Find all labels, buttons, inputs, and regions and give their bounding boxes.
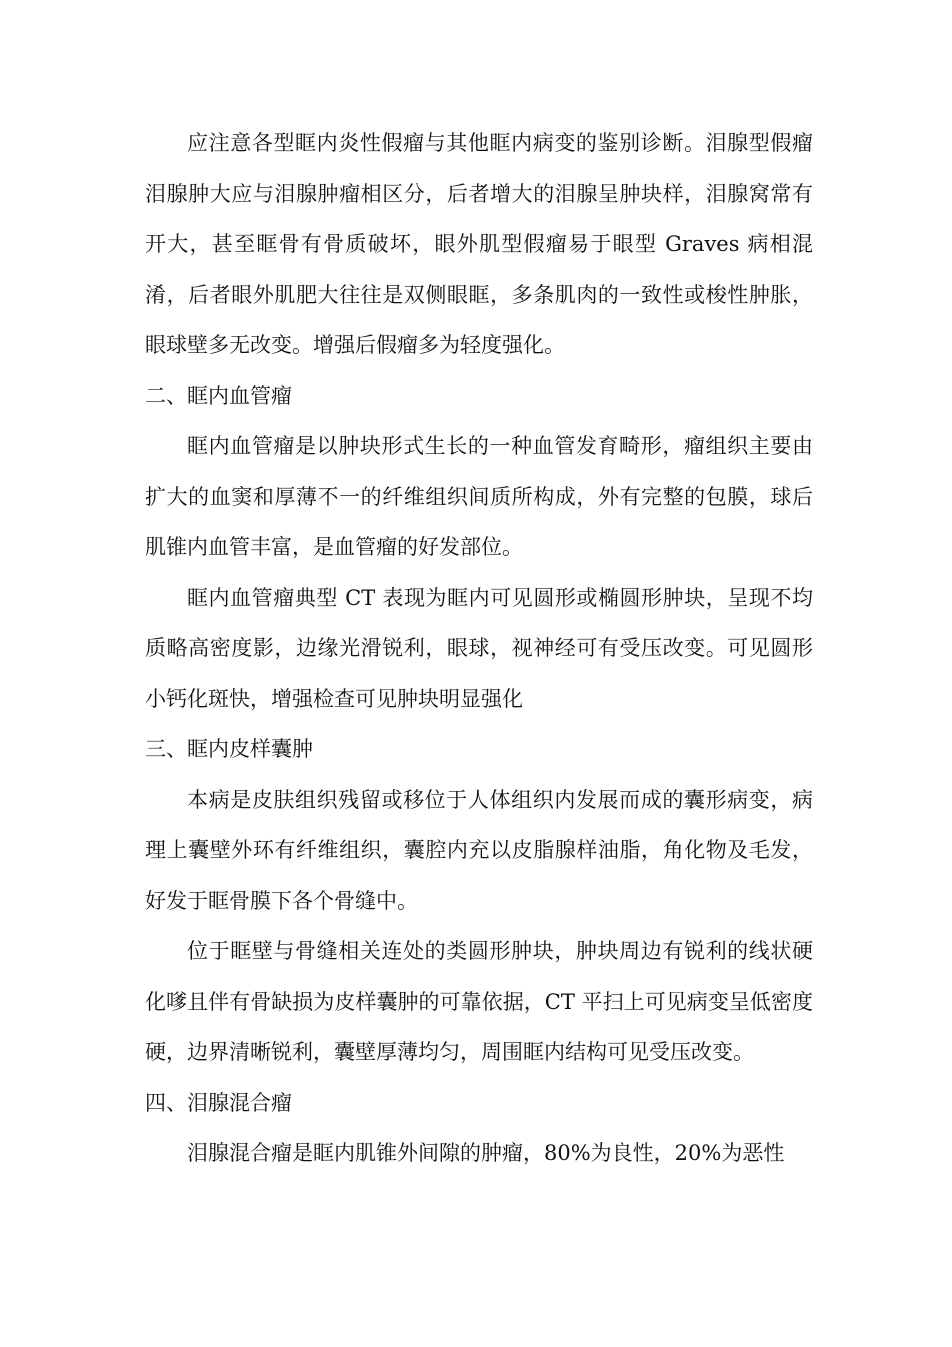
- paragraph-hemangioma-definition: 眶内血管瘤是以肿块形式生长的一种血管发育畸形，瘤组织主要由扩大的血窦和厚薄不一的纤维组织间质所构成，外有完整的包膜，球后肌锥内血管丰富，是血管瘤的好发部位。: [145, 434, 813, 559]
- paragraph-dermoid-ct: 位于眶壁与骨缝相关连处的类圆形肿块，肿块周边有锐利的线状硬化嗲且伴有骨缺损为皮样囊肿的可靠依据，CT 平扫上可见病变呈低密度硬，边界清晰锐利，囊壁厚薄均匀，周围眶内结构可见受压改变。: [145, 939, 813, 1064]
- paragraph-differential-diagnosis: 应注意各型眶内炎性假瘤与其他眶内病变的鉴别诊断。泪腺型假瘤泪腺肿大应与泪腺肿瘤相区分，后者增大的泪腺呈肿块样，泪腺窝常有开大，甚至眶骨有骨质破坏，眼外肌型假瘤易于眼型 Graves 病相混淆，后者眼外肌肥大往往是双侧眼眶，多条肌肉的一致性或梭性肿胀，眼球壁多无改变。增强后假瘤多为轻度强化。: [145, 131, 813, 357]
- paragraph-hemangioma-ct: 眶内血管瘤典型 CT 表现为眶内可见圆形或椭圆形肿块，呈现不均质略高密度影，边缘光滑锐利，眼球，视神经可有受压改变。可见圆形小钙化斑快，增强检查可见肿块明显强化: [145, 585, 813, 711]
- paragraph-lacrimal-mixed-tumor: 泪腺混合瘤是眶内肌锥外间隙的肿瘤，80%为良性，20%为恶性: [187, 1141, 785, 1165]
- section-heading-lacrimal-mixed-tumor: 四、泪腺混合瘤: [145, 1090, 292, 1115]
- section-heading-orbital-hemangioma: 二、眶内血管瘤: [145, 383, 292, 408]
- section-heading-dermoid-cyst: 三、眶内皮样囊肿: [145, 737, 313, 761]
- document-body: [145, 118, 813, 1179]
- paragraph-dermoid-definition: 本病是皮肤组织残留或移位于人体组织内发展而成的囊形病变，病理上囊壁外环有纤维组织，囊腔内充以皮脂腺样油脂，角化物及毛发，好发于眶骨膜下各个骨缝中。: [145, 787, 813, 913]
